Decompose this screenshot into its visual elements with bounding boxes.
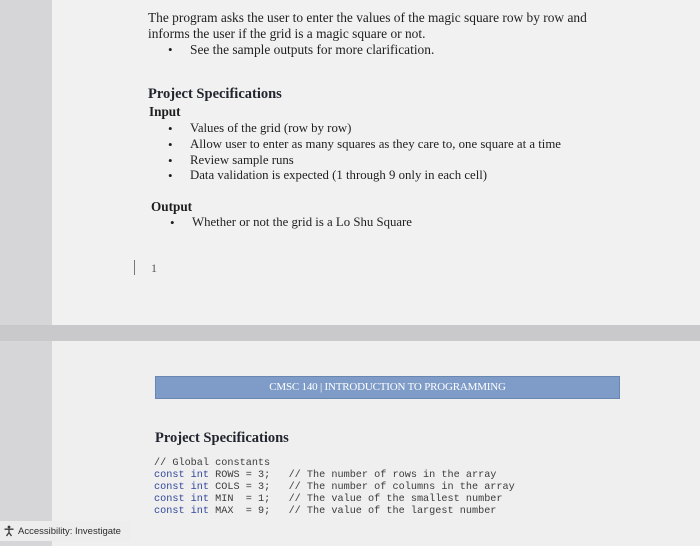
intro-line-2: informs the user if the grid is a magic square or not. <box>148 26 426 41</box>
accessibility-label: Accessibility: Investigate <box>18 525 121 537</box>
project-specifications-title: Project Specifications <box>148 86 282 102</box>
accessibility-icon <box>2 524 16 538</box>
list-item: • Values of the grid (row by row) <box>168 121 352 136</box>
intro-line-1: The program asks the user to enter the values of the magic square row by row and <box>148 10 587 25</box>
list-item: • Data validation is expected (1 through 9 only in each cell) <box>168 168 488 184</box>
output-heading: Output <box>151 199 193 214</box>
bullet-icon: • <box>168 152 173 168</box>
input-heading: Input <box>149 104 181 119</box>
text-cursor <box>134 260 135 275</box>
list-item: • Allow user to enter as many squares as they care to, one square at a time <box>168 136 561 152</box>
intro-paragraph <box>148 10 628 58</box>
course-banner: CMSC 140 | INTRODUCTION TO PROGRAMMING <box>155 376 620 399</box>
bullet-icon: • <box>170 215 175 230</box>
code-block: // Global constants const int ROWS = 3; // The number of rows in the array const int COLS = 3; // The number of columns in the array const int MIN = 1; // The value of the smallest number const int MAX = 9; // The value of the largest number <box>154 458 515 517</box>
code-comment: // Global constants <box>154 458 271 469</box>
project-specifications-title-2: Project Specifications <box>155 430 289 446</box>
bullet-icon: • <box>168 42 173 57</box>
bullet-icon: • <box>168 136 173 152</box>
accessibility-status[interactable] <box>0 521 130 541</box>
intro-bullet: • See the sample outputs for more clarification. <box>168 42 435 57</box>
output-list <box>170 215 412 231</box>
list-item: • Whether or not the grid is a Lo Shu Square <box>170 215 412 230</box>
input-list <box>168 121 561 184</box>
page-number: 1 <box>151 261 157 275</box>
list-item: • Review sample runs <box>168 152 294 168</box>
bullet-icon: • <box>168 121 173 136</box>
left-margin <box>0 0 52 546</box>
page-gap <box>0 325 700 341</box>
bullet-icon: • <box>168 168 173 184</box>
